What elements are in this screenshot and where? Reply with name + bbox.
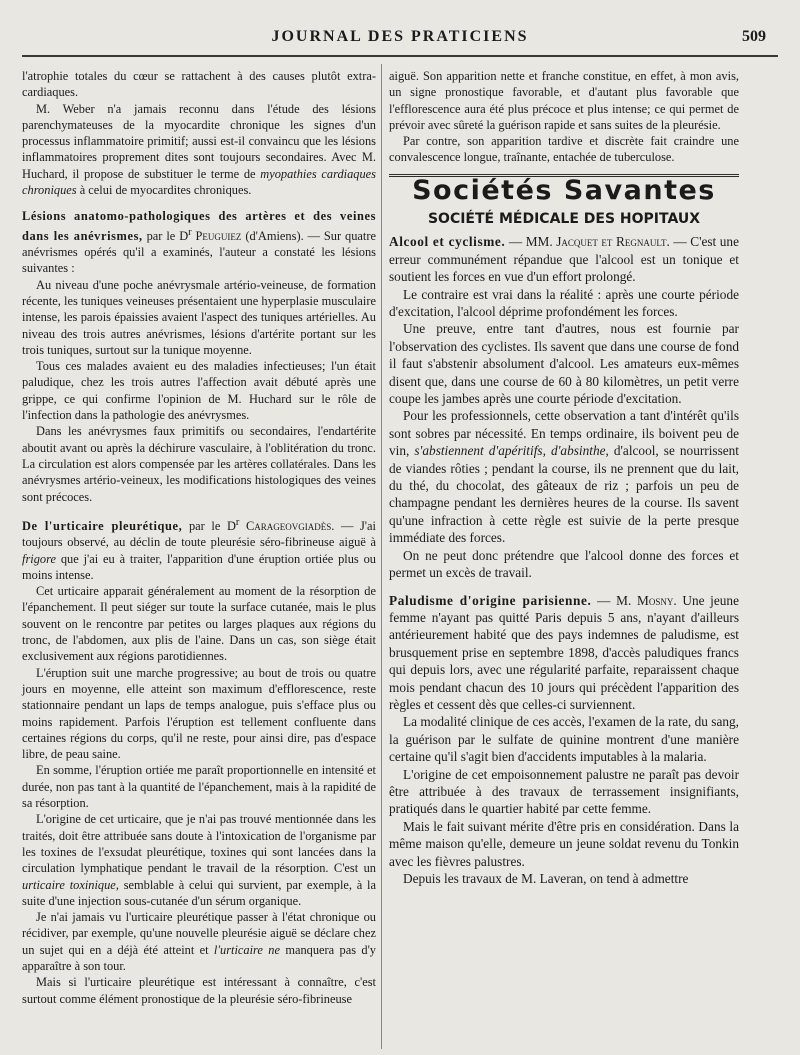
article-heading: [22, 515, 376, 583]
article-title: Paludisme d'origine parisienne.: [389, 592, 592, 608]
text: à celui de myocardites chroniques.: [76, 183, 252, 198]
superscript: r: [235, 516, 240, 528]
article-authors: — MM. Jacquet et Regnault.: [505, 234, 670, 250]
italic-term: s'abstiennent d'apéritifs, d'absinthe: [414, 443, 606, 459]
paragraph: [389, 407, 739, 546]
society-reports: [389, 233, 739, 887]
spacer: [22, 505, 376, 515]
paragraph: Une preuve, entre tant d'autres, nous est fournie par l'observation des cyclistes. Ils savent que dans une course de fond il faut s'abstenir absolument d'alcool. Les amateurs eux-mêmes disent que, dans une course de 60 à 80 kilomètres, un petit verre coupe les jambes après une courte période d'excitation.: [389, 321, 739, 407]
paragraph: Depuis les travaux de M. Laveran, on tend à admettre: [403, 871, 689, 886]
paragraph: [22, 101, 376, 199]
paragraph: On ne peut donc prétendre que l'alcool donne des forces et permet un excès de travail.: [389, 547, 739, 581]
article-author: Peuguiez: [195, 228, 242, 243]
paragraph: L'éruption suit une marche progressive; au bout de trois ou quatre jours en moyenne, elle atteint son maximum d'efflorescence, reste stationnaire pendant un laps de temps analogue, puis s'efface plus ou moins rapidement. Parfois l'éruption est tellement confluente dans certaines régions du corps, qu'il ne reste, pour ainsi dire, pas d'espace libre, de peau saine.: [22, 665, 376, 762]
left-column: [22, 68, 376, 1007]
italic-term: frigore: [22, 551, 56, 566]
running-title: JOURNAL DES PRATICIENS: [271, 28, 529, 45]
page-header: [22, 28, 778, 56]
text: par le D: [142, 228, 189, 243]
article-author: — M. Mosny.: [591, 592, 677, 608]
paragraph: L'origine de cet empoisonnement palustre ne paraît pas devoir être attribuée à des travaux de terrassement insignifiants, pratiqués dans le quartier habité par cette femme.: [389, 766, 739, 817]
text: Pour les professionnels, cette observation a tant d'intérêt qu'ils sont sobres par nécessité. En temps ordinaire, ils boivent peu de vin,: [389, 408, 739, 459]
italic-term: l'urticaire ne: [213, 942, 280, 957]
article-author: Carageovgiadès: [245, 518, 332, 533]
paragraph: Cet urticaire apparait généralement au moment de la résorption de l'épanchement. Il peut siéger sur toute la surface cutanée, mais le plus souvent on le rencontre par petites ou larges plaques aux régions du tronc, de l'abdomen, aux plis de l'aine. Dans un cas, son siège était exclusivement aux régions parotidiennes.: [22, 584, 376, 664]
article-heading: [389, 592, 739, 714]
text: . — J'ai toujours observé, au déclin de toute pleurésie séro-fibrineuse aiguë à: [22, 518, 376, 550]
right-column: [389, 68, 739, 887]
paragraph: aiguë. Son apparition nette et franche constitue, en effet, à mon avis, un signe pronostique favorable, et d'autant plus favorable que l'efflorescence aura été plus précoce et plus intense; ce qui permet de prévoir avec sûreté la guérison rapide et sans suites de la pleurésie.: [389, 69, 739, 132]
text: L'origine de cet urticaire, que je n'ai pas trouvé mentionnée dans les traités, doit être attribuée sans doute à l'intoxication de l'organisme par les toxines de l'exsudat pleurétique, toxines qui sont lancées dans la circulation lymphatique pendant le travail de la résorption. C'est un: [22, 812, 376, 876]
paragraph: Le contraire est vrai dans la réalité : après une courte période d'excitation, l'alcool déprime profondément les forces.: [389, 286, 739, 319]
italic-term: urticaire toxinique: [22, 877, 116, 892]
paragraph: [22, 811, 376, 909]
paragraph: Mais si l'urticaire pleurétique est intéressant à connaître, c'est surtout comme élément pronostique de la pleurésie séro-fibrineuse: [22, 975, 376, 1006]
paragraph: Par contre, son apparition tardive et discrète fait craindre une convalescence longue, traînante, entachée de tuberculose.: [389, 134, 739, 165]
text: , semblable à celui qui survient, par exemple, à la suite d'une injection sous-cutanée d'un sérum organique.: [22, 877, 376, 908]
paragraph: La modalité clinique de ces accès, l'examen de la rate, du sang, la guérison par le sulfate de quinine montrent d'une manière certaine qu'il s'agit bien d'accidents imputables à la malaria.: [389, 714, 739, 765]
superscript: r: [188, 226, 192, 238]
italic-term: myopathies cardiaques chroniques: [22, 166, 376, 198]
text: manquera pas d'y apparaître à son tour.: [22, 942, 376, 973]
text: (d'Amiens). — Sur quatre anévrismes opérés qu'il a examinés, l'auteur a constaté les lésions suivantes :: [22, 228, 376, 276]
spacer: [22, 198, 376, 208]
text: — C'est une erreur communément répandue que l'alcool est un tonique et soutient les forces en vue d'un effort prolongé.: [389, 234, 739, 285]
article-title: Alcool et cyclisme.: [389, 234, 506, 250]
paragraph: Tous ces malades avaient eu des maladies infectieuses; l'un était paludique, chez les trois autres l'affection avait débuté après une grippe, ce qui confirme l'opinion de M. Huchard sur le rôle de l'infection dans la pathologie des anévrysmes.: [22, 359, 376, 423]
page-number: 509: [742, 28, 766, 45]
paragraph: Dans les anévrysmes faux primitifs ou secondaires, l'endartérite aboutit avant ou après la déchirure vasculaire, à l'oblitération du tronc. La circulation est alors compensée par les artères collatérales. Dans les anévrysmes artério-veineux, les modifications histologiques des veines sont précoces.: [22, 424, 376, 504]
text: que j'ai eu à traiter, l'apparition d'une éruption ortiée plus ou moins intense.: [22, 551, 376, 582]
paragraph: Mais le fait suivant mérite d'être pris en considération. Dans la même maison qu'elle, demeure un jeune soldat revenu du Tonkin avec les fièvres palustres.: [389, 818, 739, 869]
section-title: Sociétés Savantes: [412, 174, 716, 206]
article-heading: [22, 208, 376, 276]
text: Une jeune femme n'ayant pas quitté Paris depuis 5 ans, n'ayant d'ailleurs antérieurement habité que des pays indemnes de paludisme, est brusquement prise en septembre 1898, d'accès paludiques francs qui depuis lors, avec une régularité parfaite, reparaissent chaque mois pendant chacun des 10 jours qui précèdent l'apparition des règles et cessent dès que celles-ci surviennent.: [389, 592, 739, 712]
paragraph: l'atrophie totales du cœur se rattachent à des causes plutôt extra-cardiaques.: [22, 69, 376, 100]
paragraph: [22, 909, 376, 974]
text: Je n'ai jamais vu l'urticaire pleurétique passer à l'état chronique ou récidiver, par exemple, qu'une nouvelle pleurésie aiguë se déclare chez un sujet qui en a déjà été atteint et: [22, 910, 376, 957]
article-title: Lésions anatomo-pathologiques des artères et des veines dans les anévrismes,: [22, 209, 376, 243]
text: M. Weber n'a jamais reconnu dans l'étude des lésions parenchymateuses de la myocardite chronique les signes d'un processus inflammatoire primitif; aussi est-il convaincu que les lésions inflammatoires proprement dites sont toujours secondaires. Avec M. Huchard, il propose de substituer le terme de: [22, 101, 376, 181]
spacer: [389, 582, 739, 592]
column-separator: [381, 64, 382, 1049]
article-heading: [389, 233, 739, 285]
text: , d'alcool, se nourrissent de viandes rôties ; pendant la course, ils ne prennent que du lait, du thé, du chocolat, des gâteaux de riz ; parfois un peu de champagne pendant les dernières heures de la course. Ils savent qu'une infraction à cette règle est suivie de la perte presque immédiate des forces.: [389, 443, 739, 546]
text: par le D: [182, 518, 236, 533]
society-heading: SOCIÉTÉ MÉDICALE DES HOPITAUX: [427, 211, 701, 228]
article-title: De l'urticaire pleurétique,: [22, 518, 183, 533]
header-rule: [22, 55, 778, 57]
paragraph: Au niveau d'une poche anévrysmale artério-veineuse, de formation récente, les tuniques veineuses présentaient une hyperplasie musculaire intense, les parois épaissies avaient l'aspect des tuniques artérielles. Au niveau des trois autres anévrismes, lésions d'artérite portant sur les trois tuniques, surtout sur la tunique moyenne.: [22, 277, 376, 357]
paragraph: En somme, l'éruption ortiée me paraît proportionnelle en intensité et durée, non pas tant à la quantité de l'épanchement, mais à la rapidité de sa résorption.: [22, 763, 376, 811]
